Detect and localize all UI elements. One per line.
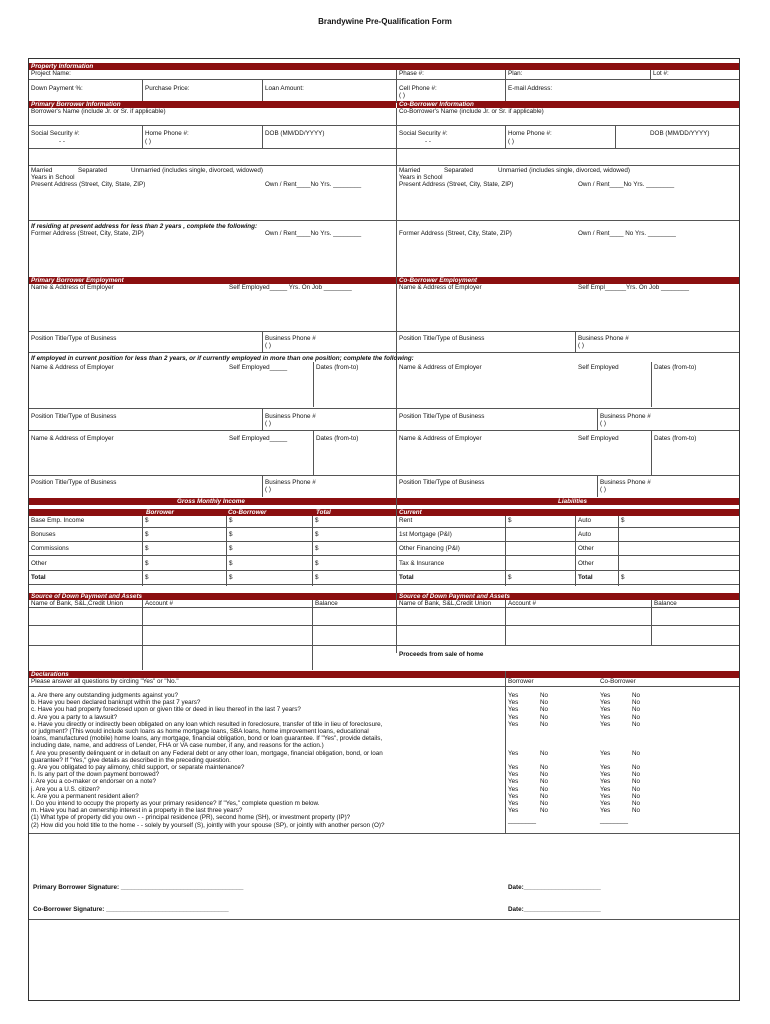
income-total-amount[interactable]: $ (315, 517, 319, 524)
income-total-amount[interactable]: $ (315, 545, 319, 552)
income-row-label: Total (31, 574, 46, 581)
divider (142, 126, 143, 148)
co-no-option[interactable]: No (632, 800, 641, 807)
liabilities-header-bar (397, 498, 739, 505)
co-employer-3-field[interactable]: Name & Address of Employer (399, 435, 482, 442)
liability-row-label: Total (399, 574, 414, 581)
bank-col: Name of Bank, S&L,Credit Union (31, 600, 124, 607)
married-option[interactable]: Married (31, 167, 53, 174)
liabilities-col-current: Current (399, 509, 422, 516)
borrower-yes-option[interactable]: Yes (508, 713, 519, 721)
co-no-option[interactable]: No (632, 764, 641, 771)
income-col-borrower: Borrower (146, 509, 174, 516)
income-borrower-amount[interactable]: $ (145, 531, 149, 538)
divider (396, 70, 397, 103)
divider (29, 570, 739, 571)
declaration-question: h. Is any part of the down payment borrowed? (31, 771, 160, 779)
liability-right-label: Other (578, 560, 594, 567)
divider (651, 431, 652, 475)
co-self-employed-2-field[interactable]: Self Employed (578, 364, 619, 371)
co-no-option[interactable]: No (632, 706, 641, 714)
co-dob-field[interactable]: DOB (MM/DD/YYYY) (650, 130, 710, 137)
divider (597, 409, 598, 430)
co-signature-line[interactable]: Co-Borrower Signature: ___________________________________ (33, 906, 229, 913)
ssn-dashes: - - (59, 138, 65, 145)
primary-employment-bar (29, 277, 396, 284)
co-separated-option[interactable]: Separated (444, 167, 474, 174)
co-yes-option[interactable]: Yes (600, 692, 611, 699)
liability-right-label: Total (578, 574, 593, 581)
home-phone-paren: ( ) (145, 138, 151, 145)
income-header-bar (29, 498, 396, 505)
declaration-question: (1) What type of property did you own - - principal residence (PR), second home (SH), or investment property (IP)? (31, 814, 351, 822)
primary-info-header: Primary Borrower Information (31, 101, 121, 108)
divider (262, 332, 263, 352)
divider (615, 126, 616, 148)
borrower-no-option[interactable]: No (540, 792, 549, 800)
declaration-question: including date, name, and address of Lender, FHA or VA case number, if any, and reasons for the action.) (31, 742, 324, 750)
separated-option[interactable]: Separated (78, 167, 108, 174)
plan-field[interactable]: Plan: (508, 70, 523, 77)
primary-date-line[interactable]: Date:______________________ (508, 884, 601, 891)
liability-right-label: Auto (578, 517, 591, 524)
co-no-option[interactable]: No (632, 749, 641, 757)
declaration-question: loans, manufactured (mobile) home loans, any mortgage, financial obligation, bond or loan guarantee. If "Yes", provide details, (31, 735, 383, 743)
divider (142, 516, 143, 586)
declaration-question: m. Have you had an ownership interest in a property in the last three years? (31, 807, 243, 815)
divider (505, 600, 506, 645)
divider (313, 362, 314, 407)
co-employment-bar (397, 277, 739, 284)
divider (29, 430, 739, 431)
declaration-question: f. Are you presently delinquent or in default on any Federal debt or any other loan, mortgage, financial obligation, bond, or loan (31, 749, 383, 757)
income-borrower-amount[interactable]: $ (145, 560, 149, 567)
declaration-question: e. Have you directly or indirectly been obligated on any loan which resulted in foreclosure, transfer of title in lieu of foreclosure, (31, 720, 383, 728)
liability-amount[interactable]: $ (508, 517, 512, 524)
business-phone-paren: ( ) (265, 342, 271, 349)
divider (313, 431, 314, 475)
divider (29, 220, 739, 221)
co-balance-col: Balance (654, 600, 677, 607)
co-no-option[interactable]: No (632, 778, 641, 786)
income-header: Gross Monthly Income (177, 498, 245, 505)
co-present-address-field[interactable]: Present Address (Street, City, State, ZIP) (399, 181, 514, 188)
divider (262, 80, 263, 103)
borrower-no-option[interactable]: No (540, 771, 549, 779)
income-row-label: Base Emp. Income (31, 517, 85, 524)
divider (29, 584, 739, 585)
co-dates-2-field[interactable]: Dates (from-to) (654, 364, 697, 371)
borrower-yes-option[interactable]: Yes (508, 764, 519, 771)
co-dates-3-field[interactable]: Dates (from-to) (654, 435, 697, 442)
co-no-option[interactable]: No (632, 692, 641, 699)
employer-3-field[interactable]: Name & Address of Employer (31, 435, 114, 442)
co-business-phone-2-field[interactable]: Business Phone # (600, 413, 651, 420)
co-home-phone-field[interactable]: Home Phone #: (508, 130, 552, 137)
income-total-amount[interactable]: $ (315, 560, 319, 567)
co-yes-option[interactable]: Yes (600, 713, 611, 721)
divider (505, 126, 506, 148)
business-phone-2-field[interactable]: Business Phone # (265, 413, 316, 420)
co-business-phone-3-field[interactable]: Business Phone # (600, 479, 651, 486)
co-no-option[interactable]: No (632, 699, 641, 707)
co-no-option[interactable]: No (632, 771, 641, 779)
income-row-label: Commissions (31, 545, 69, 552)
divider (262, 409, 263, 430)
co-position-2-field[interactable]: Position Title/Type of Business (399, 413, 485, 420)
borrower-no-option[interactable]: No (540, 807, 549, 815)
dates-2-field[interactable]: Dates (from-to) (316, 364, 359, 371)
income-col-total: Total (316, 509, 331, 516)
co-own-rent-field[interactable]: Own / Rent____No Yrs. ________ (578, 181, 675, 188)
purchase-price-field[interactable]: Purchase Price: (145, 85, 190, 92)
borrower-no-option[interactable]: No (540, 720, 549, 728)
liability-right-label: Auto (578, 531, 591, 538)
center-divider (396, 108, 397, 653)
divider (29, 331, 739, 332)
co-employer-field[interactable]: Name & Address of Employer (399, 284, 482, 291)
co-home-phone-paren: ( ) (508, 138, 514, 145)
business-phone-3-paren: ( ) (265, 486, 271, 493)
underline-m1-co[interactable]: ________ (600, 817, 629, 824)
divider (262, 476, 263, 497)
divider (29, 475, 739, 476)
borrower-yes-option[interactable]: Yes (508, 699, 519, 707)
liability-row-label: Rent (399, 517, 413, 524)
home-phone-field[interactable]: Home Phone #: (145, 130, 189, 137)
account-col: Account # (145, 600, 174, 607)
income-col-co: Co-Borrower (228, 509, 267, 516)
borrower-no-option[interactable]: No (540, 749, 549, 757)
declaration-question: j. Are you a U.S. citizen? (31, 785, 100, 793)
income-borrower-amount[interactable]: $ (145, 545, 149, 552)
co-yes-option[interactable]: Yes (600, 749, 611, 757)
co-self-employed-3-field[interactable]: Self Employed (578, 435, 619, 442)
co-position-field[interactable]: Position Title/Type of Business (399, 335, 485, 342)
income-borrower-amount[interactable]: $ (145, 574, 149, 581)
borrower-yes-option[interactable]: Yes (508, 692, 519, 699)
co-yes-option[interactable]: Yes (600, 807, 611, 815)
borrower-name-field[interactable]: Borrower's Name (include Jr. or Sr. if applicable) (31, 108, 166, 115)
borrower-no-option[interactable]: No (540, 785, 549, 793)
divider (29, 833, 739, 834)
co-position-3-field[interactable]: Position Title/Type of Business (399, 479, 485, 486)
divider (29, 607, 739, 608)
borrower-yes-option[interactable]: Yes (508, 771, 519, 779)
income-row-label: Other (31, 560, 47, 567)
divider (618, 516, 619, 586)
divider (312, 600, 313, 670)
dates-3-field[interactable]: Dates (from-to) (316, 435, 359, 442)
borrower-yes-option[interactable]: Yes (508, 720, 519, 728)
self-employed-yrs-field[interactable]: Self Employed_____ Yrs. On Job ________ (229, 284, 352, 291)
employer-2-field[interactable]: Name & Address of Employer (31, 364, 114, 371)
divider (29, 625, 739, 626)
divider (142, 80, 143, 103)
years-school-field[interactable]: Years in School (31, 174, 75, 181)
balance-col: Balance (315, 600, 338, 607)
co-self-employed-field[interactable]: Self Empl______Yrs. On Job ________ (578, 284, 689, 291)
position-field[interactable]: Position Title/Type of Business (31, 335, 117, 342)
co-employment-header: Co-Borrower Employment (399, 277, 478, 284)
borrower-no-option[interactable]: No (540, 778, 549, 786)
unmarried-option[interactable]: Unmarried (includes single, divorced, widowed) (131, 167, 263, 174)
income-total-amount[interactable]: $ (315, 531, 319, 538)
co-yes-option[interactable]: Yes (600, 771, 611, 779)
divider (29, 125, 739, 126)
divider (29, 165, 739, 166)
co-bank-col: Name of Bank, S&L,Credit Union (399, 600, 492, 607)
self-employed-2-field[interactable]: Self Employed_____ (229, 364, 288, 371)
income-co-amount[interactable]: $ (229, 545, 233, 552)
income-borrower-amount[interactable]: $ (145, 517, 149, 524)
business-phone-2-paren: ( ) (265, 420, 271, 427)
liability-right-amount[interactable]: $ (621, 517, 625, 524)
co-no-option[interactable]: No (632, 785, 641, 793)
income-co-amount[interactable]: $ (229, 574, 233, 581)
co-former-address-field[interactable]: Former Address (Street, City, State, ZIP) (399, 230, 512, 237)
borrower-no-option[interactable]: No (540, 699, 549, 707)
co-info-header: Co-Borrower Information (399, 101, 474, 108)
declaration-question: b. Have you been declared bankrupt within the past 7 years? (31, 699, 201, 707)
present-address-field[interactable]: Present Address (Street, City, State, ZIP) (31, 181, 146, 188)
co-employer-2-field[interactable]: Name & Address of Employer (399, 364, 482, 371)
co-yes-option[interactable]: Yes (600, 792, 611, 800)
co-assets-header-bar (397, 593, 739, 600)
liability-row-label: Tax & Insurance (399, 560, 445, 567)
lot-field[interactable]: Lot #: (653, 70, 669, 77)
co-yes-option[interactable]: Yes (600, 706, 611, 714)
income-total-amount[interactable]: $ (315, 574, 319, 581)
income-columns-bar (29, 509, 396, 516)
liability-amount[interactable]: $ (508, 574, 512, 581)
dob-field[interactable]: DOB (MM/DD/YYYY) (265, 130, 325, 137)
employment-note: If employed in current position for less than 2 years, or if currently employed in more than one position; complete the following: (31, 355, 414, 362)
co-yes-option[interactable]: Yes (600, 800, 611, 807)
declarations-borrower-col: Borrower (508, 678, 534, 685)
declaration-question: guarantee? If "Yes," give details as described in the preceding question. (31, 756, 231, 764)
divider (505, 671, 506, 834)
co-years-school-field[interactable]: Years in School (399, 174, 443, 181)
borrower-yes-option[interactable]: Yes (508, 800, 519, 807)
divider (575, 516, 576, 586)
loan-amount-field[interactable]: Loan Amount: (265, 85, 304, 92)
borrower-no-option[interactable]: No (540, 764, 549, 771)
property-header: Property Information (31, 63, 94, 70)
business-phone-3-field[interactable]: Business Phone # (265, 479, 316, 486)
divider (142, 600, 143, 670)
primary-signature-line[interactable]: Primary Borrower Signature: ___________________________________ (33, 884, 244, 891)
divider (262, 126, 263, 148)
declarations-co-col: Co-Borrower (600, 678, 636, 685)
declaration-question: g. Are you obligated to pay alimony, child support, or separate maintenance? (31, 764, 245, 771)
declaration-question: i. Are you a co-maker or endorser on a note? (31, 778, 156, 786)
divider (597, 476, 598, 497)
income-co-amount[interactable]: $ (229, 517, 233, 524)
co-business-phone-paren: ( ) (578, 342, 584, 349)
divider (29, 148, 739, 149)
proceeds-sale-home: Proceeds from sale of home (399, 651, 484, 658)
declaration-question: k. Are you a permanent resident alien? (31, 792, 139, 800)
phase-field[interactable]: Phase #: (399, 70, 424, 77)
declaration-question: a. Are there any outstanding judgments against you? (31, 692, 179, 699)
declaration-question: d. Are you a party to a lawsuit? (31, 713, 118, 721)
business-phone-field[interactable]: Business Phone # (265, 335, 316, 342)
declarations-instruction: Please answer all questions by circling "Yes" or "No." (31, 678, 179, 685)
underline-m1-borrower[interactable]: ________ (508, 817, 537, 824)
co-yes-option[interactable]: Yes (600, 699, 611, 707)
divider (651, 362, 652, 407)
co-business-phone-field[interactable]: Business Phone # (578, 335, 629, 342)
email-field[interactable]: E-mail Address: (508, 85, 553, 92)
borrower-no-option[interactable]: No (540, 706, 549, 714)
liability-row-label: 1st Mortgage (P&I) (399, 531, 452, 538)
former-address-field[interactable]: Former Address (Street, City, State, ZIP) (31, 230, 144, 237)
declarations-header-bar (29, 671, 739, 678)
liabilities-header: Liabilities (558, 498, 588, 505)
position-2-field[interactable]: Position Title/Type of Business (31, 413, 117, 420)
divider (575, 332, 576, 352)
divider (29, 352, 739, 353)
divider (29, 555, 739, 556)
borrower-yes-option[interactable]: Yes (508, 785, 519, 793)
down-payment-field[interactable]: Down Payment %: (31, 85, 83, 92)
co-yes-option[interactable]: Yes (600, 764, 611, 771)
co-yes-option[interactable]: Yes (600, 778, 611, 786)
borrower-yes-option[interactable]: Yes (508, 749, 519, 757)
project-name-field[interactable]: Project Name: (31, 70, 71, 77)
co-business-phone-3-paren: ( ) (600, 486, 606, 493)
co-former-own-rent-field[interactable]: Own / Rent____ No Yrs. ________ (578, 230, 676, 237)
former-address-note: If residing at present address for less than 2 years , complete the following: (31, 223, 258, 230)
divider (29, 686, 739, 687)
co-no-option[interactable]: No (632, 720, 641, 728)
co-unmarried-option[interactable]: Unmarried (includes single, divorced, widowed) (498, 167, 630, 174)
borrower-yes-option[interactable]: Yes (508, 778, 519, 786)
co-assets-header: Source of Down Payment and Assets (399, 593, 511, 600)
co-info-bar (397, 101, 739, 108)
form-frame (28, 58, 740, 1001)
declaration-question: or judgment? (This would include such loans as home mortgage loans, SBA loans, home improvement loans, educational (31, 728, 369, 735)
primary-info-bar (29, 101, 396, 108)
co-ssn-field[interactable]: Social Security #: (399, 130, 448, 137)
liability-right-amount[interactable]: $ (621, 574, 625, 581)
divider (312, 516, 313, 586)
divider (29, 527, 739, 528)
ssn-field[interactable]: Social Security #: (31, 130, 80, 137)
borrower-no-option[interactable]: No (540, 713, 549, 721)
co-ssn-dashes: - - (425, 138, 431, 145)
co-yes-option[interactable]: Yes (600, 720, 611, 728)
income-row-label: Bonuses (31, 531, 56, 538)
divider (650, 70, 651, 79)
divider (29, 541, 739, 542)
borrower-yes-option[interactable]: Yes (508, 792, 519, 800)
liabilities-columns-bar (397, 509, 739, 516)
divider (226, 516, 227, 586)
income-co-amount[interactable]: $ (229, 560, 233, 567)
co-account-col: Account # (508, 600, 537, 607)
cell-phone-paren: ( ) (399, 92, 405, 99)
form-title: Brandywine Pre-Qualification Form (318, 17, 452, 26)
income-co-amount[interactable]: $ (229, 531, 233, 538)
co-no-option[interactable]: No (632, 807, 641, 815)
divider (29, 919, 739, 920)
declaration-question: l. Do you intend to occupy the property as your primary residence? If "Yes," complete question m below. (31, 800, 320, 807)
assets-header-bar (29, 593, 396, 600)
co-no-option[interactable]: No (632, 713, 641, 721)
former-own-rent-field[interactable]: Own / Rent____No Yrs. ________ (265, 230, 362, 237)
divider (505, 516, 506, 586)
borrower-yes-option[interactable]: Yes (508, 706, 519, 714)
primary-employment-header: Primary Borrower Employment (31, 277, 124, 284)
declarations-header: Declarations (31, 671, 69, 678)
borrower-yes-option[interactable]: Yes (508, 807, 519, 815)
employer-field[interactable]: Name & Address of Employer (31, 284, 114, 291)
declaration-question: c. Have you had property foreclosed upon or given title or deed in lieu thereof in the last 7 years? (31, 706, 301, 714)
assets-header: Source of Down Payment and Assets (31, 593, 143, 600)
liability-row-label: Other Financing (P&I) (399, 545, 460, 552)
borrower-no-option[interactable]: No (540, 800, 549, 807)
liability-right-label: Other (578, 545, 594, 552)
self-employed-3-field[interactable]: Self Employed_____ (229, 435, 288, 442)
co-no-option[interactable]: No (632, 792, 641, 800)
position-3-field[interactable]: Position Title/Type of Business (31, 479, 117, 486)
cell-phone-field[interactable]: Cell Phone #: (399, 85, 437, 92)
property-header-bar (29, 63, 739, 70)
declaration-question: (2) How did you hold title to the home - - solely by yourself (S), jointly with your spouse (SP), or jointly with another person (O)? (31, 821, 385, 829)
co-yes-option[interactable]: Yes (600, 785, 611, 793)
own-rent-field[interactable]: Own / Rent____No Yrs. ________ (265, 181, 362, 188)
borrower-no-option[interactable]: No (540, 692, 549, 699)
co-business-phone-2-paren: ( ) (600, 420, 606, 427)
divider (29, 645, 739, 646)
divider (505, 70, 506, 103)
co-borrower-name-field[interactable]: Co-Borrower's Name (include Jr. or Sr. if applicable) (399, 108, 544, 115)
divider (29, 79, 739, 80)
co-married-option[interactable]: Married (399, 167, 421, 174)
co-date-line[interactable]: Date:______________________ (508, 906, 601, 913)
divider (29, 408, 739, 409)
divider (651, 600, 652, 645)
